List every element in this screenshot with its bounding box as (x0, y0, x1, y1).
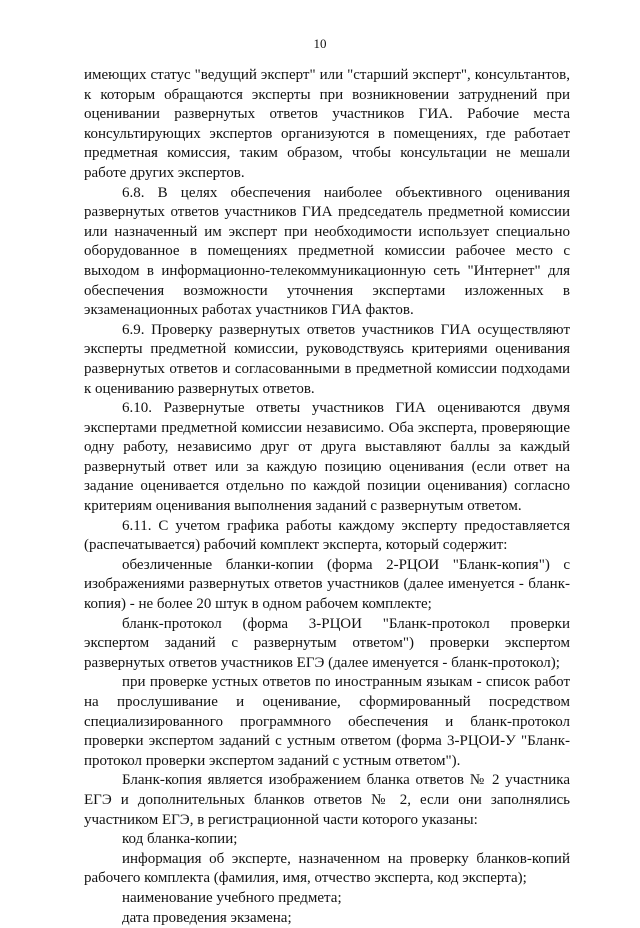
paragraph-blank-copy-definition: Бланк-копия является изображением бланка ответов № 2 участника ЕГЭ и дополнительных бланков ответов № 2, если они заполнялись участником ЕГЭ, в регистрационной части которого указаны: (84, 772, 570, 828)
paragraph-blank-protocol: бланк-протокол (форма 3-РЦОИ "Бланк-протокол проверки экспертом заданий с развернутым ответом") проверки экспертом развернутых ответов участников ЕГЭ (далее именуется - бланк-протокол); (84, 615, 570, 671)
paragraph-6-9: 6.9. Проверку развернутых ответов участников ГИА осуществляют эксперты предметной комиссии, руководствуясь критериями оценивания развернутых ответов и согласованными в предметной комиссии подходами к оцениванию развернутых ответов. (84, 321, 570, 397)
list-item-expert-info: информация об эксперте, назначенном на проверку бланков-копий рабочего комплекта (фамилия, имя, отчество эксперта, код эксперта); (84, 850, 570, 887)
paragraph-oral-answers: при проверке устных ответов по иностранным языкам - список работ на прослушивание и оценивание, сформированный посредством специализированного программного обеспечения и бланк-протокол проверки экспертом заданий с устным ответом (форма 3-РЦОИ-У "Бланк-протокол проверки экспертом заданий с устным ответом"). (84, 674, 570, 769)
paragraph-6-10: 6.10. Развернутые ответы участников ГИА оцениваются двумя экспертами предметной комиссии независимо. Оба эксперта, проверяющие одну работу, независимо друг от друга выставляют баллы за каждый развернутый ответ или за каждую позицию оценивания (если ответ на задание оценивается отдельно по каждой позиции оценивания) согласно критериям оценивания выполнения заданий с развернутым ответом. (84, 400, 570, 515)
page-number: 10 (313, 36, 327, 51)
paragraph-consultants: имеющих статус "ведущий эксперт" или "старший эксперт", консультантов, к которым обращаются эксперты при возникновении затруднений при оценивании развернутых ответов участников ГИА. Рабочие места консультирующих экспертов организуются в помещениях, где работает предметная комиссия, таким образом, чтобы консультации не мешали работе других экспертов. (84, 67, 570, 181)
document-body (84, 66, 570, 928)
paragraph-6-8: 6.8. В целях обеспечения наиболее объективного оценивания развернутых ответов участников ГИА председатель предметной комиссии или назначенный им эксперт при необходимости использует специально оборудованное в помещениях предметной комиссии рабочее место с выходом в информационно-телекоммуникационную сеть "Интернет" для обеспечения возможности уточнения экспертами изложенных в экзаменационных работах участников ГИА фактов. (84, 184, 570, 319)
list-item-subject-name: наименование учебного предмета; (122, 889, 342, 906)
list-item-exam-date: дата проведения экзамена; (122, 909, 292, 926)
paragraph-6-11: 6.11. С учетом графика работы каждому эксперту предоставляется (распечатывается) рабочий комплект эксперта, который содержит: (84, 517, 570, 554)
paragraph-blank-copies: обезличенные бланки-копии (форма 2-РЦОИ "Бланк-копия") с изображениями развернутых ответов участников (далее именуется - бланк-копия) - не более 20 штук в одном рабочем комплекте; (84, 556, 570, 613)
list-item-copy-code: код бланка-копии; (122, 831, 238, 848)
